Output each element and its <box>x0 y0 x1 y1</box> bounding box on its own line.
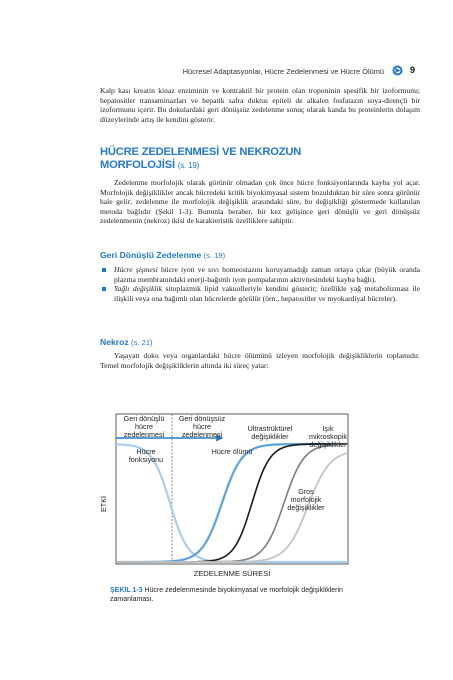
section-heading <box>100 146 420 172</box>
bullet-text: hücre iyon ve sıvı homeostazını koruyamadığı zaman ortaya çıkar (büyük oranda plazma membranındaki enerji-bağımlı iyon pompalarının aktivitesindeki kayba bağlı). <box>114 265 420 284</box>
label-reversible-1: Geri dönüşlü <box>123 414 165 423</box>
necrosis-heading <box>100 337 153 347</box>
label-light-2: mikroskopik <box>309 432 347 441</box>
label-cell-death: Hücre ölümü <box>211 447 253 456</box>
section-heading-line1: HÜCRE ZEDELENMESİ VE NEKROZUN <box>100 146 302 158</box>
label-gross-3: değişiklikler <box>287 503 325 512</box>
necrosis-heading-ref: (s. 21) <box>131 338 153 347</box>
y-axis-label: ETKİ <box>99 496 108 512</box>
caption-text: Hücre zedelenmesinde biyokimyasal ve morfolojik değişikliklerin zamanlaması. <box>110 587 343 603</box>
circle-target-icon <box>392 65 403 76</box>
figure-caption <box>110 586 360 604</box>
intro-paragraph: Kalp kası kreatin kinaz enziminin ve kontraktil bir protein olan troponinin spesifik bir izoformunu; hepatositler transaminazları ve hepatik safra duktus epiteli de alkalen fosfatazın ısıya-dirençli bir izoformunu içerir. Bu dokulardaki geri dönüşsüz zedelenme sonuç olarak kanda bu proteinlerin dolaşım düzeylerinde artış ile kendini gösterir. <box>100 86 420 124</box>
reversible-bullet-list <box>100 265 420 303</box>
list-item <box>100 265 420 284</box>
label-light-1: Işık <box>322 424 334 433</box>
bullet-term: Hücre şişmesi <box>114 265 158 274</box>
label-irreversible-1: Geri dönüşsüz <box>178 414 226 423</box>
label-function-2: fonksiyonu <box>128 455 164 464</box>
label-ultrastructural-1: Ultrastrüktürel <box>247 424 293 433</box>
figure-timing-diagram <box>99 408 358 583</box>
section-paragraph: Zedelenme morfolojik olarak görünür olmadan çok önce hücre fonksiyonlarında kayba yol açar. Morfolojik değişiklikler ancak hücredeki kritik biyokimyasal sistem bozulduktan bir süre sonra görünür hale gelir; zedelenme ile morfolojik değişiklik arasındaki süre, bu değişikliği göstermede kullanılan metoda bağlıdır (Şekil 1-3). Bununla beraber, bir kez gelişince geri dönüşlü ve geri dönüşsüz zedelenmenin (nekroz) ikisi de karakteristik özelliklere sahiptir. <box>100 178 420 226</box>
label-irreversible-3: zedelenmesi <box>181 430 223 439</box>
reversible-heading-text: Geri Dönüşlü Zedelenme <box>100 250 202 260</box>
running-title: Hücresel Adaptasyonlar, Hücre Zedelenmesi ve Hücre Ölümü <box>182 67 384 76</box>
bullet-term: Yağlı değişiklik <box>114 284 162 294</box>
bullet-text: sitoplazmik lipid vakuolleriyle kendini gösterir; özellikle yağ metabolizması ile ilişkili veya ona bağımlı olan hücrelerde görülür (örn., hepatositler ve myokardiyal hücreler). <box>114 284 420 303</box>
label-gross-1: Gros <box>298 487 314 496</box>
label-reversible-2: hücre <box>135 422 153 431</box>
list-item <box>100 284 420 303</box>
reversible-heading-ref: (s. 19) <box>203 251 226 260</box>
label-reversible-3: zedelenmesi <box>123 430 165 439</box>
label-gross-2: morfolojik <box>290 495 322 504</box>
section-heading-ref: (s. 19) <box>177 161 200 170</box>
necrosis-heading-text: Nekroz <box>100 337 129 347</box>
figure-label: ŞEKİL 1-3 <box>110 587 143 594</box>
label-function-1: Hücre <box>136 447 156 456</box>
section-heading-line2: MORFOLOJİSİ <box>100 159 175 171</box>
necrosis-paragraph: Yaşayan doku veya organlardaki hücre ölümünü izleyen morfolojik değişikliklerin toplamıdır. Temel morfolojik değişikliklerin altında iki süreç yatar: <box>100 351 420 370</box>
bullet-marker <box>102 268 106 272</box>
bullet-marker <box>102 287 106 291</box>
page-number: 9 <box>410 65 416 75</box>
label-light-3: değişiklikler <box>309 440 347 449</box>
label-irreversible-2: hücre <box>193 422 211 431</box>
x-axis-label: ZEDELENME SÜRESİ <box>193 569 271 578</box>
timing-diagram-svg <box>99 408 358 583</box>
reversible-heading <box>100 250 225 260</box>
label-ultrastructural-2: değişiklikler <box>251 432 289 441</box>
